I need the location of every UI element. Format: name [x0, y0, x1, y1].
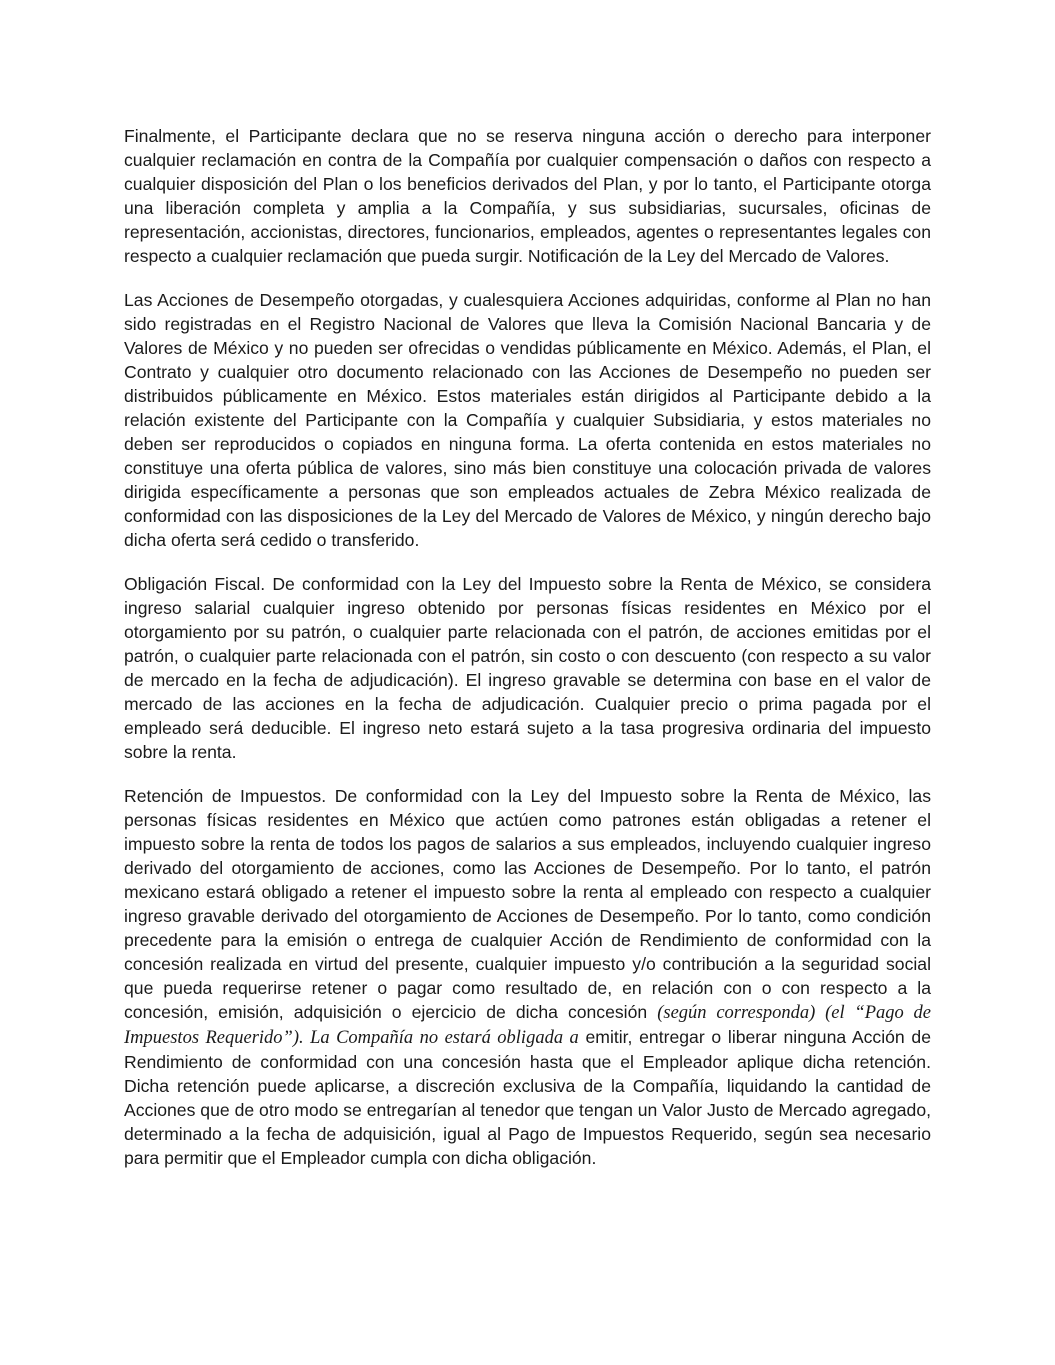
- paragraph-tax-withholding: [124, 784, 931, 1170]
- paragraph-release-of-claims: Finalmente, el Participante declara que no se reserva ninguna acción o derecho para interponer cualquier reclamación en contra de la Compañía por cualquier compensación o daños con respecto a cualquier disposición del Plan o los beneficios derivados del Plan, y por lo tanto, el Participante otorga una liberación completa y amplia a la Compañía, y sus subsidiarias, sucursales, oficinas de representación, accionistas, directores, funcionarios, empleados, agentes o representantes legales con respecto a cualquier reclamación que pueda surgir. Notificación de la Ley del Mercado de Valores.: [124, 126, 931, 266]
- paragraph-securities-law-notice: Las Acciones de Desempeño otorgadas, y cualesquiera Acciones adquiridas, conforme al Plan no han sido registradas en el Registro Nacional de Valores que lleva la Comisión Nacional Bancaria y de Valores de México y no pueden ser ofrecidas o vendidas públicamente en México. Además, el Plan, el Contrato y cualquier otro documento relacionado con las Acciones de Desempeño no pueden ser distribuidos públicamente en México. Estos materiales están dirigidos al Participante debido a la relación existente del Participante con la Compañía y cualquier Subsidiaria, y estos materiales no deben ser reproducidos o copiados en ninguna forma. La oferta contenida en estos materiales no constituye una oferta pública de valores, sino más bien constituye una colocación privada de valores dirigida específicamente a personas que son empleados actuales de Zebra México realizada de conformidad con las disposiciones de la Ley del Mercado de Valores de México, y ningún derecho bajo dicha oferta será cedido o transferido.: [124, 290, 931, 550]
- withholding-text-part-2: emitir, entregar o liberar ninguna Acción de Rendimiento de conformidad con una concesión hasta que el Empleador aplique dicha retención. Dicha retención puede aplicarse, a discreción exclusiva de la Compañía, liquidando la cantidad de Acciones que de otro modo se entregarían al tenedor que tengan un Valor Justo de Mercado agregado, determinado a la fecha de adquisición, igual al Pago de Impuestos Requerido, según sea necesario para permitir que el Empleador cumpla con dicha obligación.: [124, 1027, 931, 1168]
- withholding-text-part-1: Retención de Impuestos. De conformidad con la Ley del Impuesto sobre la Renta de México, las personas físicas residentes en México que actúen como patrones están obligadas a retener el impuesto sobre la renta de todos los pagos de salarios a sus empleados, incluyendo cualquier ingreso derivado del otorgamiento de acciones, como las Acciones de Desempeño. Por lo tanto, el patrón mexicano estará obligado a retener el impuesto sobre la renta al empleado con respecto a cualquier ingreso gravable derivado del otorgamiento de Acciones de Desempeño. Por lo tanto, como condición precedente para la emisión o entrega de cualquier Acción de Rendimiento de conformidad con la concesión realizada en virtud del presente, cualquier impuesto y/o contribución a la seguridad social que pueda requerirse retener o pagar como resultado de, en relación con o con respecto a la concesión, emisión, adquisición o ejercicio de dicha concesión: [124, 786, 931, 1022]
- document-body: [124, 124, 931, 1190]
- withholding-text-italic: (según corresponda) (el “Pago de Impuestos Requerido”). La Compañía no estará obligada a: [124, 1003, 931, 1048]
- paragraph-tax-obligation: Obligación Fiscal. De conformidad con la Ley del Impuesto sobre la Renta de México, se considera ingreso salarial cualquier ingreso obtenido por personas físicas residentes en México por el otorgamiento por su patrón, o cualquier parte relacionada con el patrón, de acciones emitidas por el patrón, o cualquier parte relacionada con el patrón, sin costo o con descuento (con respecto a su valor de mercado en la fecha de adjudicación). El ingreso gravable se determina con base en el valor de mercado de las acciones en la fecha de adjudicación. Cualquier precio o prima pagada por el empleado será deducible. El ingreso neto estará sujeto a la tasa progresiva ordinaria del impuesto sobre la renta.: [124, 574, 931, 762]
